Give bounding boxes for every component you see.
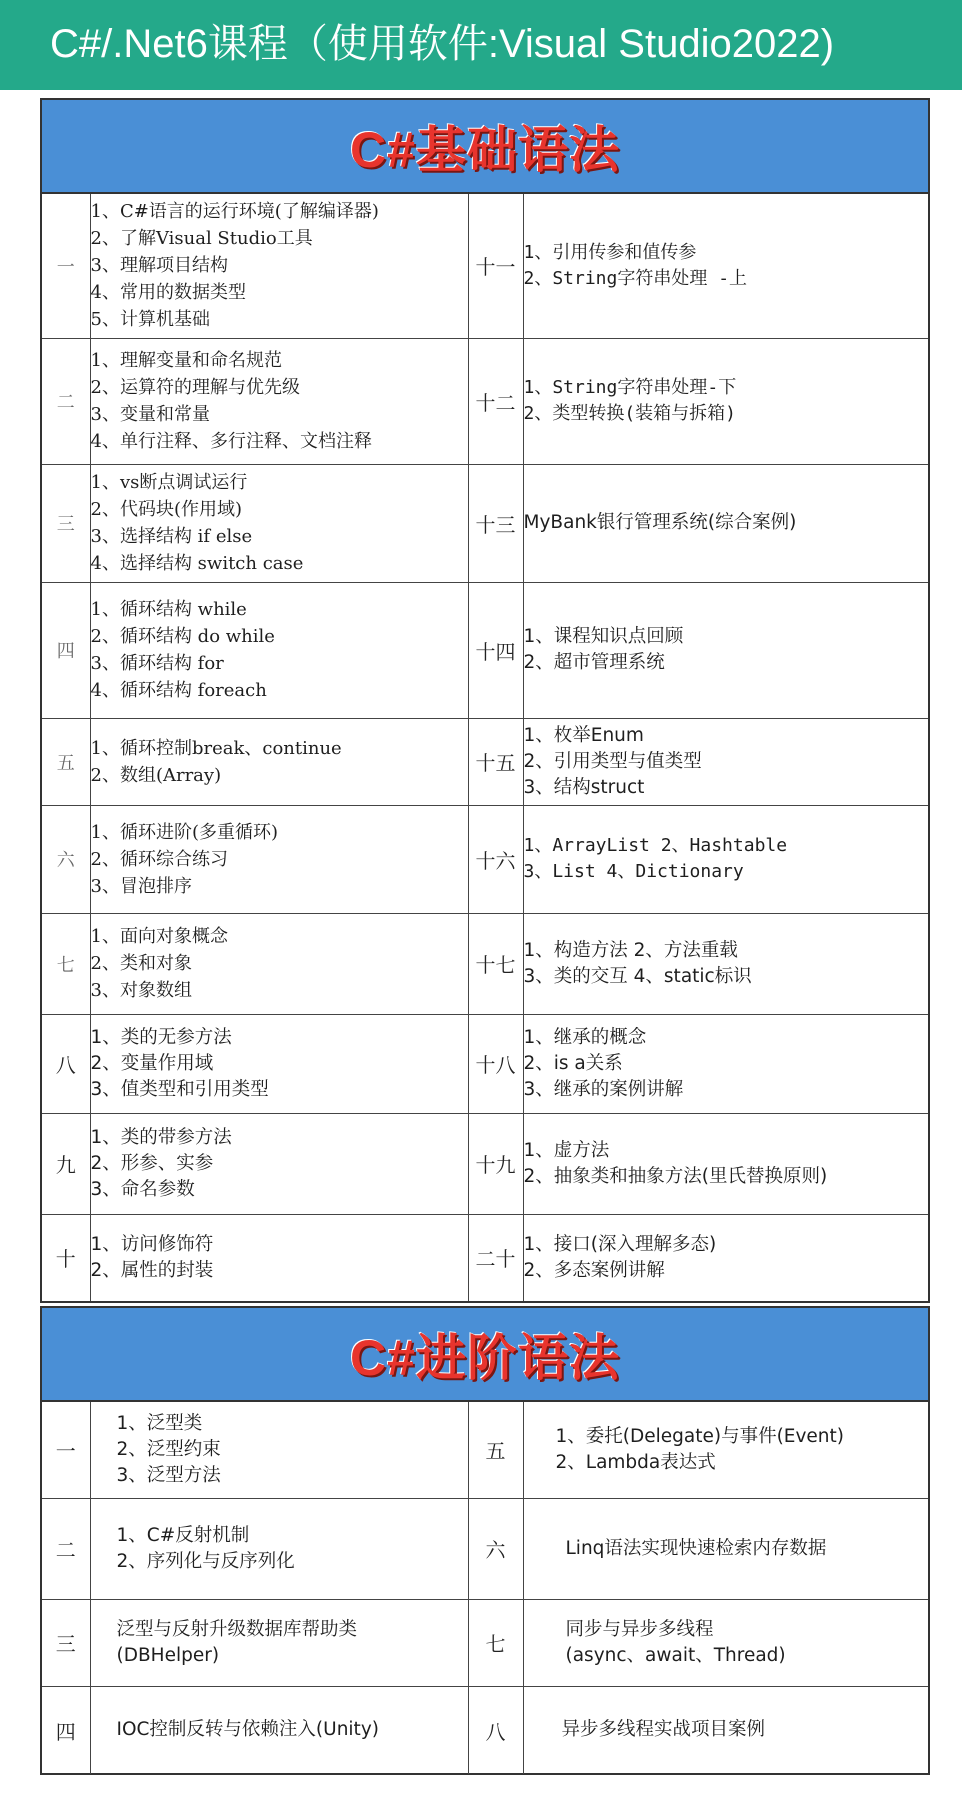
lesson-number: 三 (42, 1599, 90, 1686)
lesson-number: 四 (42, 1686, 90, 1774)
lesson-line: MyBank银行管理系统(综合案例) (523, 512, 797, 533)
lesson-line: 1、继承的概念 (523, 1026, 647, 1048)
lesson-line: 1、虚方法 (523, 1139, 610, 1161)
lesson-content (90, 1686, 468, 1774)
lesson-number: 八 (42, 1014, 90, 1113)
lesson-content (523, 1402, 928, 1498)
lesson-line: 3、继承的案例讲解 (523, 1078, 684, 1100)
lesson-line: 1、循环结构 while (90, 599, 247, 620)
lesson-number: 六 (42, 805, 90, 913)
lesson-number: 十四 (468, 582, 523, 718)
lesson-line: 1、ArrayList 2、Hashtable (523, 835, 788, 856)
table-row (42, 582, 928, 718)
lesson-line: 3、冒泡排序 (90, 875, 192, 897)
lesson-line: 4、选择结构 switch case (90, 553, 304, 574)
lesson-line: 1、课程知识点回顾 (523, 626, 684, 647)
lesson-number: 十三 (468, 464, 523, 582)
lesson-line: 2、超市管理系统 (523, 652, 665, 673)
lesson-number: 一 (42, 1402, 90, 1498)
lesson-content (90, 913, 468, 1014)
lesson-content (523, 718, 928, 805)
lesson-line: 3、对象数组 (90, 980, 192, 1001)
lesson-line: 1、枚举Enum (523, 724, 644, 746)
lesson-content (90, 582, 468, 718)
lesson-number: 八 (468, 1686, 523, 1774)
lesson-line: 3、类的交互 4、static标识 (523, 965, 752, 987)
lesson-content (523, 582, 928, 718)
lesson-content (90, 805, 468, 913)
lesson-line: 1、C#反射机制 (116, 1524, 250, 1546)
lesson-content (90, 1498, 468, 1599)
lesson-number: 五 (468, 1402, 523, 1498)
lesson-content (523, 194, 928, 338)
table-row (42, 338, 928, 464)
lesson-line: (async、await、Thread) (565, 1644, 786, 1666)
lesson-content (523, 338, 928, 464)
lesson-content (90, 1599, 468, 1686)
lesson-line: 2、运算符的理解与优先级 (90, 377, 300, 398)
lesson-number: 十五 (468, 718, 523, 805)
lesson-line: 2、数组(Array) (90, 764, 222, 786)
lesson-number: 十七 (468, 913, 523, 1014)
lesson-number: 三 (42, 464, 90, 582)
lesson-line: 1、接口(深入理解多态) (523, 1233, 717, 1255)
lesson-line: 4、循环结构 foreach (90, 680, 267, 701)
lesson-line: 异步多线程实战项目案例 (561, 1719, 766, 1741)
lesson-line: 5、计算机基础 (90, 309, 210, 331)
page-title: C#/.Net6课程（使用软件:Visual Studio2022) (50, 22, 835, 66)
table-row (42, 1113, 928, 1214)
lesson-line: 3、List 4、Dictionary (523, 861, 744, 882)
lesson-line: 1、类的带参方法 (90, 1126, 232, 1148)
lesson-content (90, 1014, 468, 1113)
lesson-number: 二 (42, 338, 90, 464)
advanced-syntax-table (42, 1402, 928, 1774)
lesson-content (523, 805, 928, 913)
lesson-number: 十二 (468, 338, 523, 464)
lesson-line: 3、值类型和引用类型 (90, 1078, 269, 1100)
lesson-line: 2、泛型约束 (116, 1438, 221, 1460)
lesson-line: (DBHelper) (116, 1644, 220, 1666)
lesson-number: 六 (468, 1498, 523, 1599)
lesson-line: 1、理解变量和命名规范 (90, 350, 282, 371)
lesson-number: 七 (42, 913, 90, 1014)
lesson-line: 2、类和对象 (90, 953, 192, 974)
table-row (42, 1014, 928, 1113)
lesson-number: 十一 (468, 194, 523, 338)
section-header (42, 1308, 928, 1402)
lesson-content (523, 464, 928, 582)
lesson-line: 1、String字符串处理-下 (523, 377, 737, 398)
lesson-content (90, 718, 468, 805)
lesson-line: 1、类的无参方法 (90, 1026, 232, 1048)
lesson-number: 九 (42, 1113, 90, 1214)
section-header (42, 100, 928, 194)
lesson-content (523, 1686, 928, 1774)
lesson-line: 3、理解项目结构 (90, 255, 228, 277)
lesson-line: 1、循环进阶(多重循环) (90, 821, 278, 843)
lesson-line: 2、了解Visual Studio工具 (90, 228, 313, 250)
lesson-number: 十九 (468, 1113, 523, 1214)
lesson-line: 3、结构struct (523, 776, 645, 798)
lesson-line: 2、代码块(作用域) (90, 499, 242, 520)
lesson-line: 2、多态案例讲解 (523, 1259, 665, 1281)
lesson-line: 1、访问修饰符 (90, 1233, 214, 1255)
lesson-content (90, 1113, 468, 1214)
lesson-line: 1、循环控制break、continue (90, 737, 342, 759)
lesson-number: 十六 (468, 805, 523, 913)
lesson-line: 1、vs断点调试运行 (90, 472, 248, 493)
table-row (42, 194, 928, 338)
lesson-content (523, 1014, 928, 1113)
section-title: C#进阶语法 (350, 1330, 620, 1386)
table-row (42, 1686, 928, 1774)
lesson-line: 2、序列化与反序列化 (116, 1550, 295, 1572)
table-row (42, 805, 928, 913)
lesson-line: 泛型与反射升级数据库帮助类 (116, 1618, 358, 1640)
lesson-line: 2、抽象类和抽象方法(里氏替换原则) (523, 1165, 828, 1187)
lesson-number: 十 (42, 1214, 90, 1301)
lesson-line: 2、Lambda表达式 (555, 1451, 716, 1473)
lesson-line: 2、形参、实参 (90, 1152, 214, 1174)
lesson-number: 七 (468, 1599, 523, 1686)
lesson-line: Linq语法实现快速检索内存数据 (565, 1537, 827, 1559)
table-row (42, 1498, 928, 1599)
lesson-line: 1、面向对象概念 (90, 926, 228, 947)
lesson-line: 2、引用类型与值类型 (523, 750, 702, 772)
lesson-content (523, 1599, 928, 1686)
lesson-line: 4、单行注释、多行注释、文档注释 (90, 431, 372, 452)
table-row (42, 464, 928, 582)
lesson-number: 二 (42, 1498, 90, 1599)
lesson-line: 3、选择结构 if else (90, 526, 253, 547)
table-row (42, 1402, 928, 1498)
lesson-line: 2、循环结构 do while (90, 626, 275, 647)
lesson-line: 2、String字符串处理 -上 (523, 267, 748, 289)
lesson-content (90, 464, 468, 582)
lesson-content (90, 1402, 468, 1498)
lesson-content (523, 1113, 928, 1214)
lesson-line: 3、变量和常量 (90, 404, 210, 425)
lesson-content (523, 913, 928, 1014)
lesson-line: 1、构造方法 2、方法重载 (523, 939, 738, 961)
lesson-line: IOC控制反转与依赖注入(Unity) (116, 1719, 379, 1741)
lesson-line: 2、属性的封装 (90, 1259, 214, 1281)
lesson-line: 3、命名参数 (90, 1178, 195, 1200)
lesson-line: 1、引用传参和值传参 (523, 241, 697, 263)
lesson-content (90, 338, 468, 464)
lesson-content (90, 194, 468, 338)
lesson-number: 十八 (468, 1014, 523, 1113)
lesson-number: 一 (42, 194, 90, 338)
lesson-content (523, 1214, 928, 1301)
advanced-syntax-section (40, 1306, 930, 1775)
lesson-number: 四 (42, 582, 90, 718)
lesson-line: 同步与异步多线程 (565, 1618, 714, 1640)
lesson-line: 2、类型转换(装箱与拆箱) (523, 403, 737, 424)
basic-syntax-table (42, 194, 928, 1301)
lesson-line: 3、循环结构 for (90, 653, 224, 674)
table-row (42, 913, 928, 1014)
table-row (42, 718, 928, 805)
lesson-number: 二十 (468, 1214, 523, 1301)
top-banner (0, 0, 962, 90)
lesson-line: 3、泛型方法 (116, 1464, 221, 1486)
lesson-line: 1、委托(Delegate)与事件(Event) (555, 1425, 845, 1447)
lesson-line: 1、C#语言的运行环境(了解编译器) (90, 201, 379, 223)
table-row (42, 1214, 928, 1301)
table-row (42, 1599, 928, 1686)
lesson-line: 4、常用的数据类型 (90, 282, 246, 304)
lesson-content (523, 1498, 928, 1599)
lesson-line: 2、变量作用域 (90, 1052, 214, 1074)
lesson-line: 2、循环综合练习 (90, 848, 228, 870)
lesson-content (90, 1214, 468, 1301)
basic-syntax-section (40, 98, 930, 1303)
lesson-line: 2、is a关系 (523, 1052, 623, 1074)
section-title: C#基础语法 (350, 122, 620, 178)
lesson-number: 五 (42, 718, 90, 805)
lesson-line: 1、泛型类 (116, 1412, 203, 1434)
